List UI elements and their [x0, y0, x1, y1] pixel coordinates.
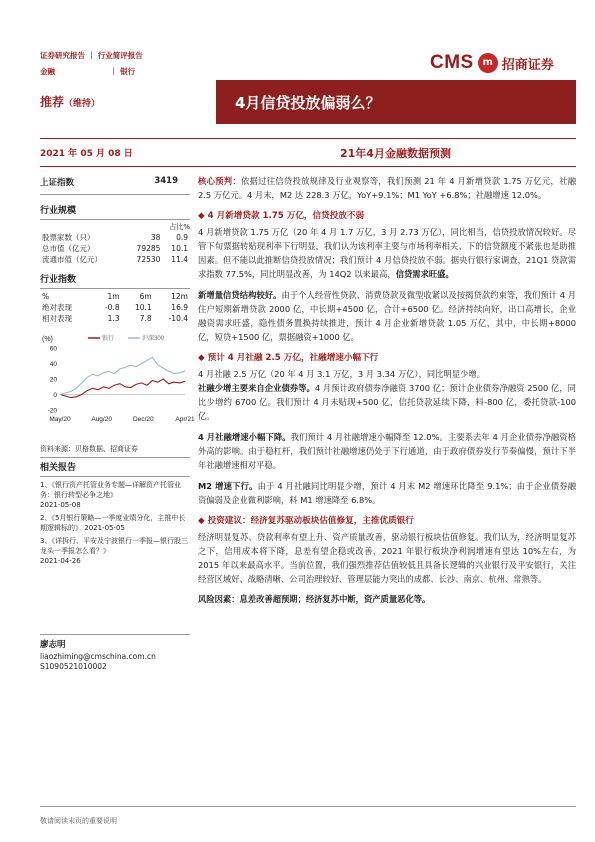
- related-list: [40, 480, 190, 566]
- related-heading: 相关报告: [40, 463, 77, 473]
- paragraph-text: 我们预计 4 月社融增速小幅降至 12.0%。主要系去年 4 月企业债券净融资格外高的影响。由于稳杠杆，我们预计社融增速仍处于下行通道，由于政府债券发行节奏偏慢，预计下半年社融增速相对平稳。: [198, 432, 576, 470]
- divider: [40, 634, 190, 635]
- related-text[interactable]: 2、《5月银行策略—一季度业绩分化，主推中长期逻辑标的》: [40, 514, 186, 532]
- logo-cms-text: CMS: [430, 52, 474, 73]
- series-line: [60, 357, 185, 394]
- core-prediction: [198, 174, 576, 202]
- related-item[interactable]: [40, 480, 190, 510]
- analyst-cert: S1090521010002: [40, 662, 107, 671]
- related-text[interactable]: 3、《详拆行、平安及宁波银行一季报—银行股三龙头一季报怎么看？》: [40, 537, 188, 555]
- perf-header: %: [42, 292, 50, 301]
- footer-divider: [40, 806, 576, 807]
- perf-table: [40, 291, 190, 324]
- index-row: [40, 176, 190, 188]
- index-label: 上证指数: [40, 178, 75, 188]
- table-row: [40, 302, 190, 313]
- risk-label: 风险因素：: [198, 594, 240, 604]
- y-tick-label: 60: [49, 345, 57, 353]
- perf-value: 7.8: [139, 314, 152, 323]
- scale-value: 79285: [136, 244, 161, 253]
- perf-header: 6m: [139, 292, 152, 301]
- related-item[interactable]: [40, 513, 190, 533]
- paragraph-emphasis: 信贷需求旺盛。: [395, 269, 454, 279]
- perf-header: 12m: [171, 292, 188, 301]
- rating: [40, 93, 100, 110]
- section-paragraph: [198, 479, 576, 507]
- section-paragraph: [198, 430, 576, 472]
- logo-cn-text: 招商证券: [501, 57, 554, 73]
- section-paragraph: 经济明显复苏、贷款利率有望上升、资产质量改善，驱动银行板块估值修复。我们认为，经济明显复苏之下，信用成本将下降，息差有望企稳或改善，2021 年银行板块净利润增速有望达 10%左右，为 2015 年以来最高水平。当前位置，我们强烈推荐估值较低且具备长逻辑的兴业银行及平安银行，关注经营区域好、战略清晰、公司治理较好、管理层能力突出的成都、长沙、南京、杭州、常熟等。: [198, 532, 576, 584]
- divider: [40, 138, 576, 139]
- section-title: ◆ 投资建议：经济复苏驱动板块估值修复，主推优质银行: [198, 516, 414, 526]
- scale-label: 总市值（亿元）: [42, 244, 95, 253]
- y-tick-label: 20: [49, 376, 57, 384]
- related-date: 2021-05-08: [40, 501, 81, 509]
- table-row: [40, 254, 190, 265]
- index-value: 3419: [154, 176, 178, 186]
- x-tick-label: May/20: [49, 416, 71, 423]
- core-label: 核心预判：: [198, 176, 241, 186]
- divider: [40, 166, 576, 167]
- divider: [40, 219, 190, 220]
- paragraph-lead: 社融少增主要来自企业债券等。: [198, 383, 315, 393]
- analyst-email[interactable]: liaozhiming@cmschina.com.cn: [40, 652, 156, 661]
- sector-label: 金融: [40, 67, 55, 76]
- rating-note: （维持）: [64, 99, 101, 109]
- footer-note: 敬请阅读末页的重要说明: [40, 817, 117, 825]
- section-paragraph: [198, 225, 576, 281]
- risk-factors: [198, 592, 576, 606]
- scale-heading: 行业规模: [40, 206, 77, 216]
- paragraph-lead: 4 月社融增速小幅下降。: [198, 432, 291, 442]
- scale-label: 流通市值（亿元）: [42, 255, 102, 264]
- x-tick-label: Apr/21: [175, 416, 195, 423]
- section-paragraph: 4 月社融 2.5 万亿（20 年 4 月 3.1 万亿，3 月 3.34 万亿），同比明显少增。: [198, 369, 485, 379]
- section-paragraph: [198, 381, 576, 423]
- sub-sector-label: ｜ 银行: [110, 67, 136, 76]
- report-title: 4月信贷投放偏弱么？: [235, 94, 381, 112]
- perf-value: 16.9: [171, 303, 188, 312]
- related-date: 2021-05-05: [84, 524, 125, 532]
- scale-pct: 0.9: [176, 233, 188, 242]
- x-tick-label: Dec/20: [133, 416, 154, 423]
- paragraph-lead: M2 增速下行。: [198, 481, 258, 491]
- table-row: [40, 243, 190, 254]
- perf-value: -0.8: [104, 303, 120, 312]
- scale-value: 38: [150, 233, 161, 242]
- legend-label-bank: 银行: [102, 336, 115, 342]
- scale-pct: 11.4: [171, 255, 188, 264]
- series-line: [60, 379, 185, 398]
- related-date: 2021-04-26: [40, 557, 81, 565]
- chart-ylabel: (%): [42, 336, 53, 343]
- core-text: 依据过往信贷投放规律及行业观察等，我们预测 21 年 4 月新增贷款 1.75 万亿元，社融 2.5 万亿元。4 月末，M2 达 228.3 万亿，YoY+9.1%；M1 YoY +6.8%；社融增速 12.0%。: [198, 176, 576, 200]
- company-logo: [430, 52, 554, 74]
- perf-heading: 行业指数: [40, 275, 77, 285]
- chart-source: 资料来源：贝格数据、招商证券: [40, 445, 138, 453]
- x-tick-label: Aug/20: [91, 416, 112, 423]
- y-tick-label: 0: [53, 392, 57, 399]
- table-row: [40, 232, 190, 243]
- table-row: [40, 313, 190, 324]
- scale-label: 股票家数（只）: [42, 233, 95, 242]
- rating-value: 推荐: [40, 95, 65, 109]
- legend-label-hs300: 沪深300: [142, 336, 165, 342]
- scale-value: 72530: [136, 255, 161, 264]
- report-type: 证券研究报告 ｜ 行业简评报告: [40, 51, 143, 60]
- divider: [40, 288, 190, 289]
- risk-text: 息差改善超预期；经济复苏中断，资产质量恶化等。: [239, 594, 431, 604]
- perf-label: 绝对表现: [42, 303, 72, 312]
- perf-label: 相对表现: [42, 314, 72, 323]
- perf-value: 10.1: [134, 303, 152, 312]
- performance-chart: [40, 332, 195, 427]
- perf-value: -10.4: [168, 314, 188, 323]
- divider: [40, 457, 190, 458]
- scale-table: [40, 232, 190, 265]
- paragraph-text: 4 月预计政府债券净融资 3700 亿；预计企业债券净融资 2500 亿，同比少增约 6700 亿。我们预计 4 月未贴现+500 亿，信托贷款延续下降，料-800 亿，委托贷款-100 亿。: [198, 383, 576, 421]
- sidebar: [40, 176, 190, 324]
- divider: [40, 194, 190, 195]
- table-header-row: [40, 291, 190, 302]
- analyst-block: [40, 634, 190, 671]
- scale-pct-header: 占比%: [169, 223, 190, 231]
- scale-pct: 10.1: [171, 244, 188, 253]
- report-subtitle: 21年4月金融数据预测: [340, 147, 451, 160]
- section-paragraph: [198, 288, 576, 344]
- paragraph-text: 由于 4 月社融同比明显少增，预计 4 月末 M2 增速环比降至 9.1%；由于企业债券融资偏弱及企业微利影响，料 M1 增速降至 6.8%。: [198, 481, 576, 505]
- related-item[interactable]: [40, 536, 190, 566]
- perf-header: 1m: [107, 292, 120, 301]
- main-content: [198, 174, 576, 606]
- section-title: ◆ 4 月新增贷款 1.75 万亿，信贷投放不弱: [198, 211, 365, 221]
- divider: [40, 476, 190, 477]
- related-text[interactable]: 1、《银行资产托管业务专题—详解资产托管业务：银行转型必争之地》: [40, 481, 181, 499]
- y-tick-label: 40: [49, 361, 57, 368]
- y-tick-label: -20: [47, 407, 57, 415]
- paragraph-text: 由于个人经营性贷款、消费贷款及微型收紧以及按揭贷款约束等，我们预计 4 月住户短期新增贷款 2000 亿，中长期+4500 亿，合计+6500 亿。经济持续向好，出口高增长，企业融资需求旺盛，隐性债务置换持续推进，预计 4 月企业新增贷款 1.05 万亿，其中，中长期+8000 亿，短贷+1500 亿，票据融资+1000 亿。: [198, 290, 576, 342]
- sidebar-lower: [40, 444, 190, 566]
- section-title: ◆ 预计 4 月社融 2.5 万亿，社融增速小幅下行: [198, 353, 379, 363]
- analyst-name: 廖志明: [40, 640, 66, 650]
- report-date: 2021 年 05 月 08 日: [40, 149, 133, 159]
- paragraph-lead: 新增量信贷结构较好。: [198, 290, 282, 300]
- title-banner: [40, 80, 576, 124]
- perf-value: 1.3: [107, 314, 120, 323]
- logo-mark-icon: m: [478, 53, 498, 73]
- paragraph-text: 4 月新增贷款 1.75 万亿（20 年 4 月 1.7 万亿，3 月 2.73 万亿），同比相当，信贷投放情况较好。尽管下旬票据转贴现利率下行明显，我们认为该利率主要与市场利率相关、下的信贷额度不紧张也是助推因素。但不能以此推断信贷投放情况；我们预计 4 月信贷投放不弱。据央行银行家调查，21Q1 贷款需求指数 77.5%，同比明显改善，为 14Q2 以来最高，: [198, 227, 576, 279]
